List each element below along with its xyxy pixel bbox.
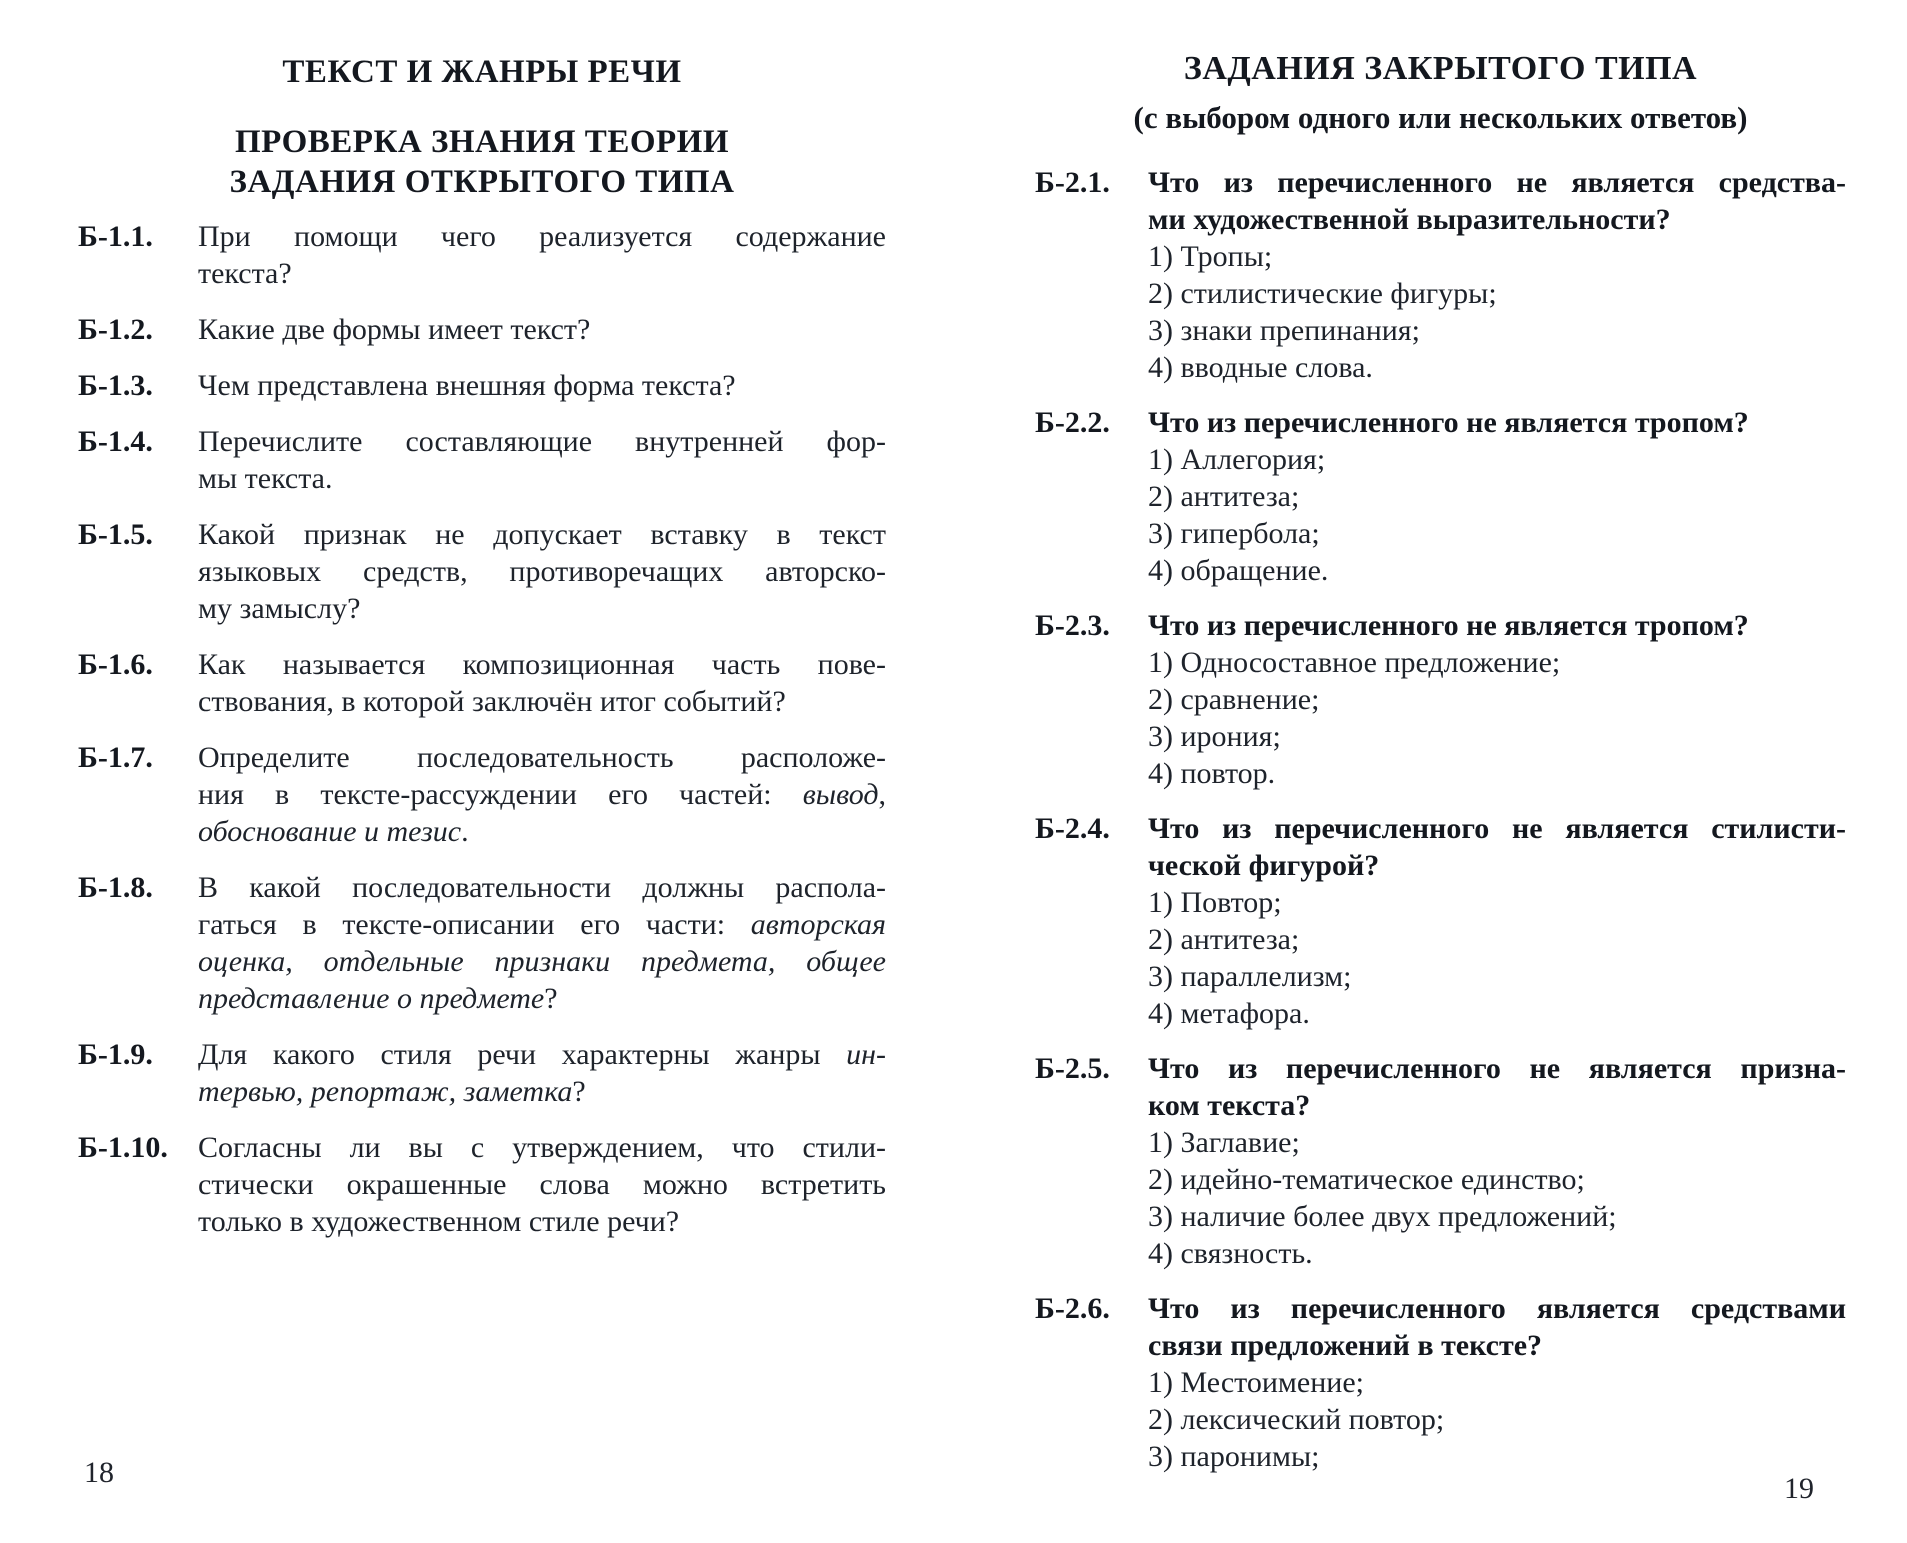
question-item — [78, 516, 886, 627]
answer-option: 2) антитеза; — [1148, 923, 1300, 956]
question-line: Что из перечисленного не является тропом? — [1148, 609, 1749, 642]
question-text-segment: ния в тексте-рассуждении его частей: — [198, 778, 803, 811]
question-line — [198, 423, 886, 460]
right-page — [1035, 48, 1846, 1493]
question-text-segment: гаться в тексте-описании его части: — [198, 908, 751, 941]
question-line — [198, 1166, 886, 1203]
question-line — [198, 906, 886, 943]
question-line — [198, 683, 886, 720]
question-line — [198, 1073, 886, 1110]
question-line: Что из перечисленного не является стилисти- — [1148, 812, 1846, 845]
question-item — [1035, 607, 1846, 792]
question-body — [1148, 164, 1846, 386]
question-text-segment: Какие две формы имеет текст? — [198, 313, 591, 346]
question-id: Б-1.10. — [78, 1131, 168, 1164]
question-id: Б-2.6. — [1035, 1292, 1110, 1325]
question-id: Б-1.4. — [78, 425, 153, 458]
question-body — [198, 1129, 886, 1240]
left-page-title: ТЕКСТ И ЖАНРЫ РЕЧИ — [282, 54, 682, 90]
question-id: Б-1.8. — [78, 871, 153, 904]
question-item — [78, 218, 886, 292]
question-text-segment: представление о предмете — [198, 982, 545, 1015]
question-line — [198, 516, 886, 553]
question-body — [198, 739, 886, 850]
question-text-segment: только в художественном стиле речи? — [198, 1205, 680, 1238]
closed-type-question-list — [1035, 164, 1846, 1475]
open-type-question-list — [78, 218, 886, 1240]
question-body — [198, 367, 886, 404]
answer-option: 4) обращение. — [1148, 554, 1329, 587]
question-item — [78, 739, 886, 850]
page-number-right: 19 — [1784, 1472, 1814, 1505]
question-item — [78, 423, 886, 497]
question-line — [198, 980, 886, 1017]
answer-option: 4) связность. — [1148, 1237, 1313, 1270]
question-body — [1148, 1290, 1846, 1475]
question-text-segment: языковых средств, противоречащих авторско- — [198, 555, 886, 588]
question-line — [198, 218, 886, 255]
question-line — [198, 460, 886, 497]
question-id: Б-2.5. — [1035, 1052, 1110, 1085]
question-body — [198, 869, 886, 1017]
question-text-segment: му замыслу? — [198, 592, 361, 625]
answer-option: 3) паронимы; — [1148, 1440, 1320, 1473]
question-id: Б-1.5. — [78, 518, 153, 551]
question-text-segment: тервью, репортаж, заметка — [198, 1075, 573, 1108]
page-number-left: 18 — [84, 1456, 114, 1489]
answer-option: 1) Односоставное предложение; — [1148, 646, 1561, 679]
question-body — [198, 646, 886, 720]
question-id: Б-1.9. — [78, 1038, 153, 1071]
question-item — [78, 1129, 886, 1240]
question-item — [78, 869, 886, 1017]
question-line — [198, 311, 886, 348]
question-body — [198, 423, 886, 497]
answer-option: 3) гипербола; — [1148, 517, 1320, 550]
question-text-segment: ? — [572, 1075, 586, 1108]
question-line — [198, 1129, 886, 1166]
question-id: Б-2.3. — [1035, 609, 1110, 642]
left-page-subtitle — [78, 122, 886, 202]
question-text-segment: стически окрашенные слова можно встретить — [198, 1168, 886, 1201]
answer-option: 3) ирония; — [1148, 720, 1281, 753]
answer-option: 3) знаки препинания; — [1148, 314, 1420, 347]
question-text-segment: Перечислите составляющие внутренней фор- — [198, 425, 886, 458]
question-line — [198, 869, 886, 906]
answer-option: 3) параллелизм; — [1148, 960, 1352, 993]
question-body — [1148, 1050, 1846, 1272]
question-item — [1035, 404, 1846, 589]
question-line — [198, 367, 886, 404]
question-line — [198, 776, 886, 813]
question-text-segment: ствования, в которой заключён итог событий? — [198, 685, 786, 718]
question-text-segment: вывод — [802, 778, 879, 811]
question-text-segment: Определите последовательность расположе- — [198, 741, 886, 774]
question-line — [198, 590, 886, 627]
left-page-subtitle-line-2: ЗАДАНИЯ ОТКРЫТОГО ТИПА — [229, 164, 735, 200]
question-item — [78, 646, 886, 720]
question-item — [1035, 810, 1846, 1032]
answer-option: 1) Местоимение; — [1148, 1366, 1364, 1399]
question-body — [198, 516, 886, 627]
answer-option: 2) идейно-тематическое единство; — [1148, 1163, 1585, 1196]
question-id: Б-1.3. — [78, 369, 153, 402]
answer-option: 1) Заглавие; — [1148, 1126, 1300, 1159]
question-text-segment: . — [461, 815, 469, 848]
answer-option: 2) стилистические фигуры; — [1148, 277, 1497, 310]
question-body — [198, 218, 886, 292]
question-id: Б-2.1. — [1035, 166, 1110, 199]
question-text-segment: В какой последовательности должны распола- — [198, 871, 886, 904]
question-line — [198, 813, 886, 850]
question-body — [1148, 607, 1846, 792]
question-text-segment: обоснование и тезис — [198, 815, 462, 848]
question-text-segment: мы текста. — [198, 462, 333, 495]
question-id: Б-1.6. — [78, 648, 153, 681]
question-body — [1148, 810, 1846, 1032]
question-body — [1148, 404, 1846, 589]
question-text-segment: авторская — [750, 908, 886, 941]
question-body — [198, 311, 886, 348]
question-text-segment: Чем представлена внешняя форма текста? — [198, 369, 736, 402]
answer-option: 1) Аллегория; — [1148, 443, 1326, 476]
question-line — [198, 553, 886, 590]
question-text-segment: ? — [544, 982, 558, 1015]
question-text-segment: Согласны ли вы с утверждением, что стили- — [198, 1131, 886, 1164]
answer-option: 2) сравнение; — [1148, 683, 1320, 716]
question-line: Что из перечисленного не является призна- — [1148, 1052, 1846, 1085]
question-text-segment: ин- — [846, 1038, 886, 1071]
question-line: ком текста? — [1148, 1089, 1311, 1122]
question-line — [198, 943, 886, 980]
question-item — [78, 367, 886, 404]
answer-option: 3) наличие более двух предложений; — [1148, 1200, 1617, 1233]
answer-option: 4) вводные слова. — [1148, 351, 1373, 384]
question-line: Что из перечисленного не является средства- — [1148, 166, 1846, 199]
question-item — [1035, 1290, 1846, 1475]
question-line — [198, 255, 886, 292]
question-body — [198, 1036, 886, 1110]
question-line — [198, 646, 886, 683]
question-text-segment: , — [878, 778, 886, 811]
question-line: ческой фигурой? — [1148, 849, 1380, 882]
question-text-segment: оценка, отдельные признаки предмета, общее — [198, 945, 886, 978]
question-item — [1035, 164, 1846, 386]
question-line — [198, 739, 886, 776]
right-page-title: ЗАДАНИЯ ЗАКРЫТОГО ТИПА — [1183, 50, 1698, 87]
question-text-segment: Как называется композиционная часть пове- — [198, 648, 886, 681]
question-line: связи предложений в тексте? — [1148, 1329, 1543, 1362]
answer-option: 1) Повтор; — [1148, 886, 1282, 919]
question-text-segment: Какой признак не допускает вставку в текст — [198, 518, 886, 551]
answer-option: 1) Тропы; — [1148, 240, 1273, 273]
answer-option: 4) метафора. — [1148, 997, 1310, 1030]
question-line: Что из перечисленного является средствами — [1148, 1292, 1846, 1325]
answer-option: 2) лексический повтор; — [1148, 1403, 1445, 1436]
question-id: Б-1.1. — [78, 220, 153, 253]
question-id: Б-1.7. — [78, 741, 153, 774]
question-line — [198, 1036, 886, 1073]
answer-option: 2) антитеза; — [1148, 480, 1300, 513]
left-page-subtitle-line-1: ПРОВЕРКА ЗНАНИЯ ТЕОРИИ — [234, 124, 729, 160]
question-line — [198, 1203, 886, 1240]
answer-option: 4) повтор. — [1148, 757, 1276, 790]
left-page — [78, 52, 886, 1259]
question-text-segment: текста? — [198, 257, 292, 290]
question-item — [1035, 1050, 1846, 1272]
question-item — [78, 1036, 886, 1110]
question-id: Б-2.2. — [1035, 406, 1110, 439]
question-text-segment: При помощи чего реализуется содержание — [198, 220, 886, 253]
question-line: Что из перечисленного не является тропом? — [1148, 406, 1749, 439]
right-page-subtitle: (с выбором одного или нескольких ответов) — [1133, 100, 1748, 135]
question-item — [78, 311, 886, 348]
question-text-segment: Для какого стиля речи характерны жанры — [198, 1038, 847, 1071]
question-id: Б-1.2. — [78, 313, 153, 346]
question-id: Б-2.4. — [1035, 812, 1110, 845]
question-line: ми художественной выразительности? — [1148, 203, 1671, 236]
